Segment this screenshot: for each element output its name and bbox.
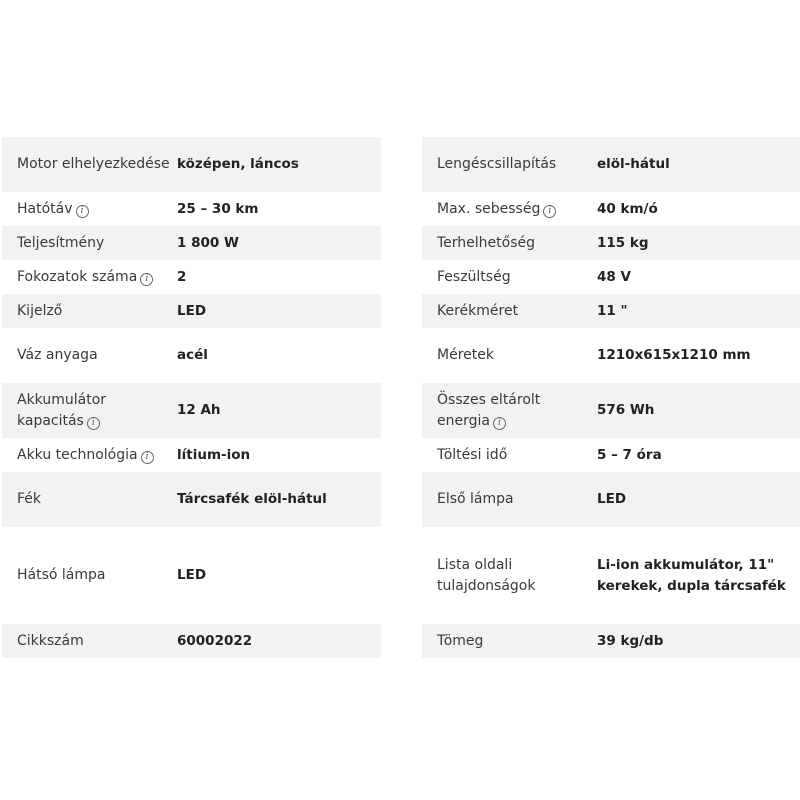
spec-row [2,137,381,192]
spec-label-text: Összes eltárolt energia [437,391,541,429]
spec-label [422,345,597,366]
spec-value: 1210x615x1210 mm [597,347,751,363]
spec-value: 39 kg/db [597,632,664,649]
spec-label-text: Max. sebesség [437,200,541,217]
spec-label [422,489,597,510]
spec-value: Tárcsafék elöl-hátul [177,491,327,507]
spec-row [2,328,381,383]
spec-table-right [422,137,800,658]
spec-label-text: Kerékméret [437,302,519,319]
spec-value: LED [597,491,627,507]
spec-label-text: Töltési idő [437,446,508,463]
spec-value: Li-ion akkumulátor, 11" kerekek, dupla tárcsafék [597,556,786,594]
spec-value: 576 Wh [597,402,655,418]
spec-value: 1 800 W [177,234,239,251]
spec-value: középen, láncos [177,156,299,172]
spec-label [2,267,177,288]
spec-value: 12 Ah [177,402,221,418]
spec-value: lítium-ion [177,446,251,463]
spec-label-text: Lista oldali tulajdonságok [437,556,536,594]
spec-label [422,445,597,466]
spec-row [2,192,381,226]
spec-value: 48 V [597,268,631,285]
spec-label [422,199,597,220]
info-icon[interactable]: i [140,273,153,286]
spec-label-text: Hatótáv [17,200,73,217]
info-icon[interactable]: i [76,205,89,218]
spec-row [2,226,381,260]
spec-row [2,260,381,294]
spec-label [2,301,177,322]
spec-label-text: Motor elhelyezkedése [17,156,170,172]
spec-label [422,267,597,288]
spec-label-text: Fokozatok száma [17,268,138,285]
info-icon[interactable]: i [493,417,506,430]
spec-label-text: Kijelző [17,302,63,319]
spec-label-text: Akku technológia [17,446,138,463]
spec-value: 11 " [597,302,628,319]
spec-label [2,489,177,510]
spec-label-text: Tömeg [437,632,484,649]
info-icon[interactable]: i [141,451,154,464]
spec-row [2,624,381,658]
spec-row [422,438,800,472]
spec-label [2,199,177,220]
spec-value: 5 – 7 óra [597,446,662,463]
info-icon[interactable]: i [543,205,556,218]
spec-label-text: Teljesítmény [17,234,105,251]
spec-row [2,383,381,438]
spec-value: LED [177,302,207,319]
spec-row [422,383,800,438]
spec-label [2,631,177,652]
spec-row [422,527,800,624]
spec-value: 115 kg [597,234,649,251]
spec-value: 60002022 [177,632,253,649]
spec-label [2,445,177,466]
spec-label-text: Cikkszám [17,632,84,649]
spec-label [422,233,597,254]
spec-label [422,555,597,597]
spec-label [2,233,177,254]
spec-row [422,192,800,226]
spec-label [422,301,597,322]
spec-label [2,565,177,586]
spec-value: acél [177,347,208,363]
spec-label-text: Méretek [437,347,494,363]
spec-label-text: Feszültség [437,268,511,285]
spec-label-text: Váz anyaga [17,347,98,363]
spec-label [2,345,177,366]
spec-row [422,294,800,328]
spec-row [422,328,800,383]
spec-value: 40 km/ó [597,200,658,217]
spec-value: 2 [177,268,187,285]
spec-value: elöl-hátul [597,156,670,172]
spec-row [2,294,381,328]
spec-row [2,438,381,472]
spec-row [2,472,381,527]
spec-label [422,390,597,432]
spec-label [2,154,177,175]
spec-label-text: Első lámpa [437,491,514,507]
spec-row [422,137,800,192]
spec-value: 25 – 30 km [177,200,259,217]
spec-row [422,624,800,658]
spec-label-text: Lengéscsillapítás [437,156,557,172]
info-icon[interactable]: i [87,417,100,430]
spec-label-text: Hátsó lámpa [17,567,106,583]
spec-value: LED [177,567,207,583]
spec-row [422,226,800,260]
spec-row [422,472,800,527]
spec-label [422,631,597,652]
spec-label-text: Akkumulátor kapacitás [17,391,107,429]
spec-row [422,260,800,294]
spec-label [2,390,177,432]
spec-label-text: Fék [17,491,42,507]
spec-label [422,154,597,175]
spec-table-left [2,137,381,658]
spec-label-text: Terhelhetőség [437,234,536,251]
spec-row [2,527,381,624]
